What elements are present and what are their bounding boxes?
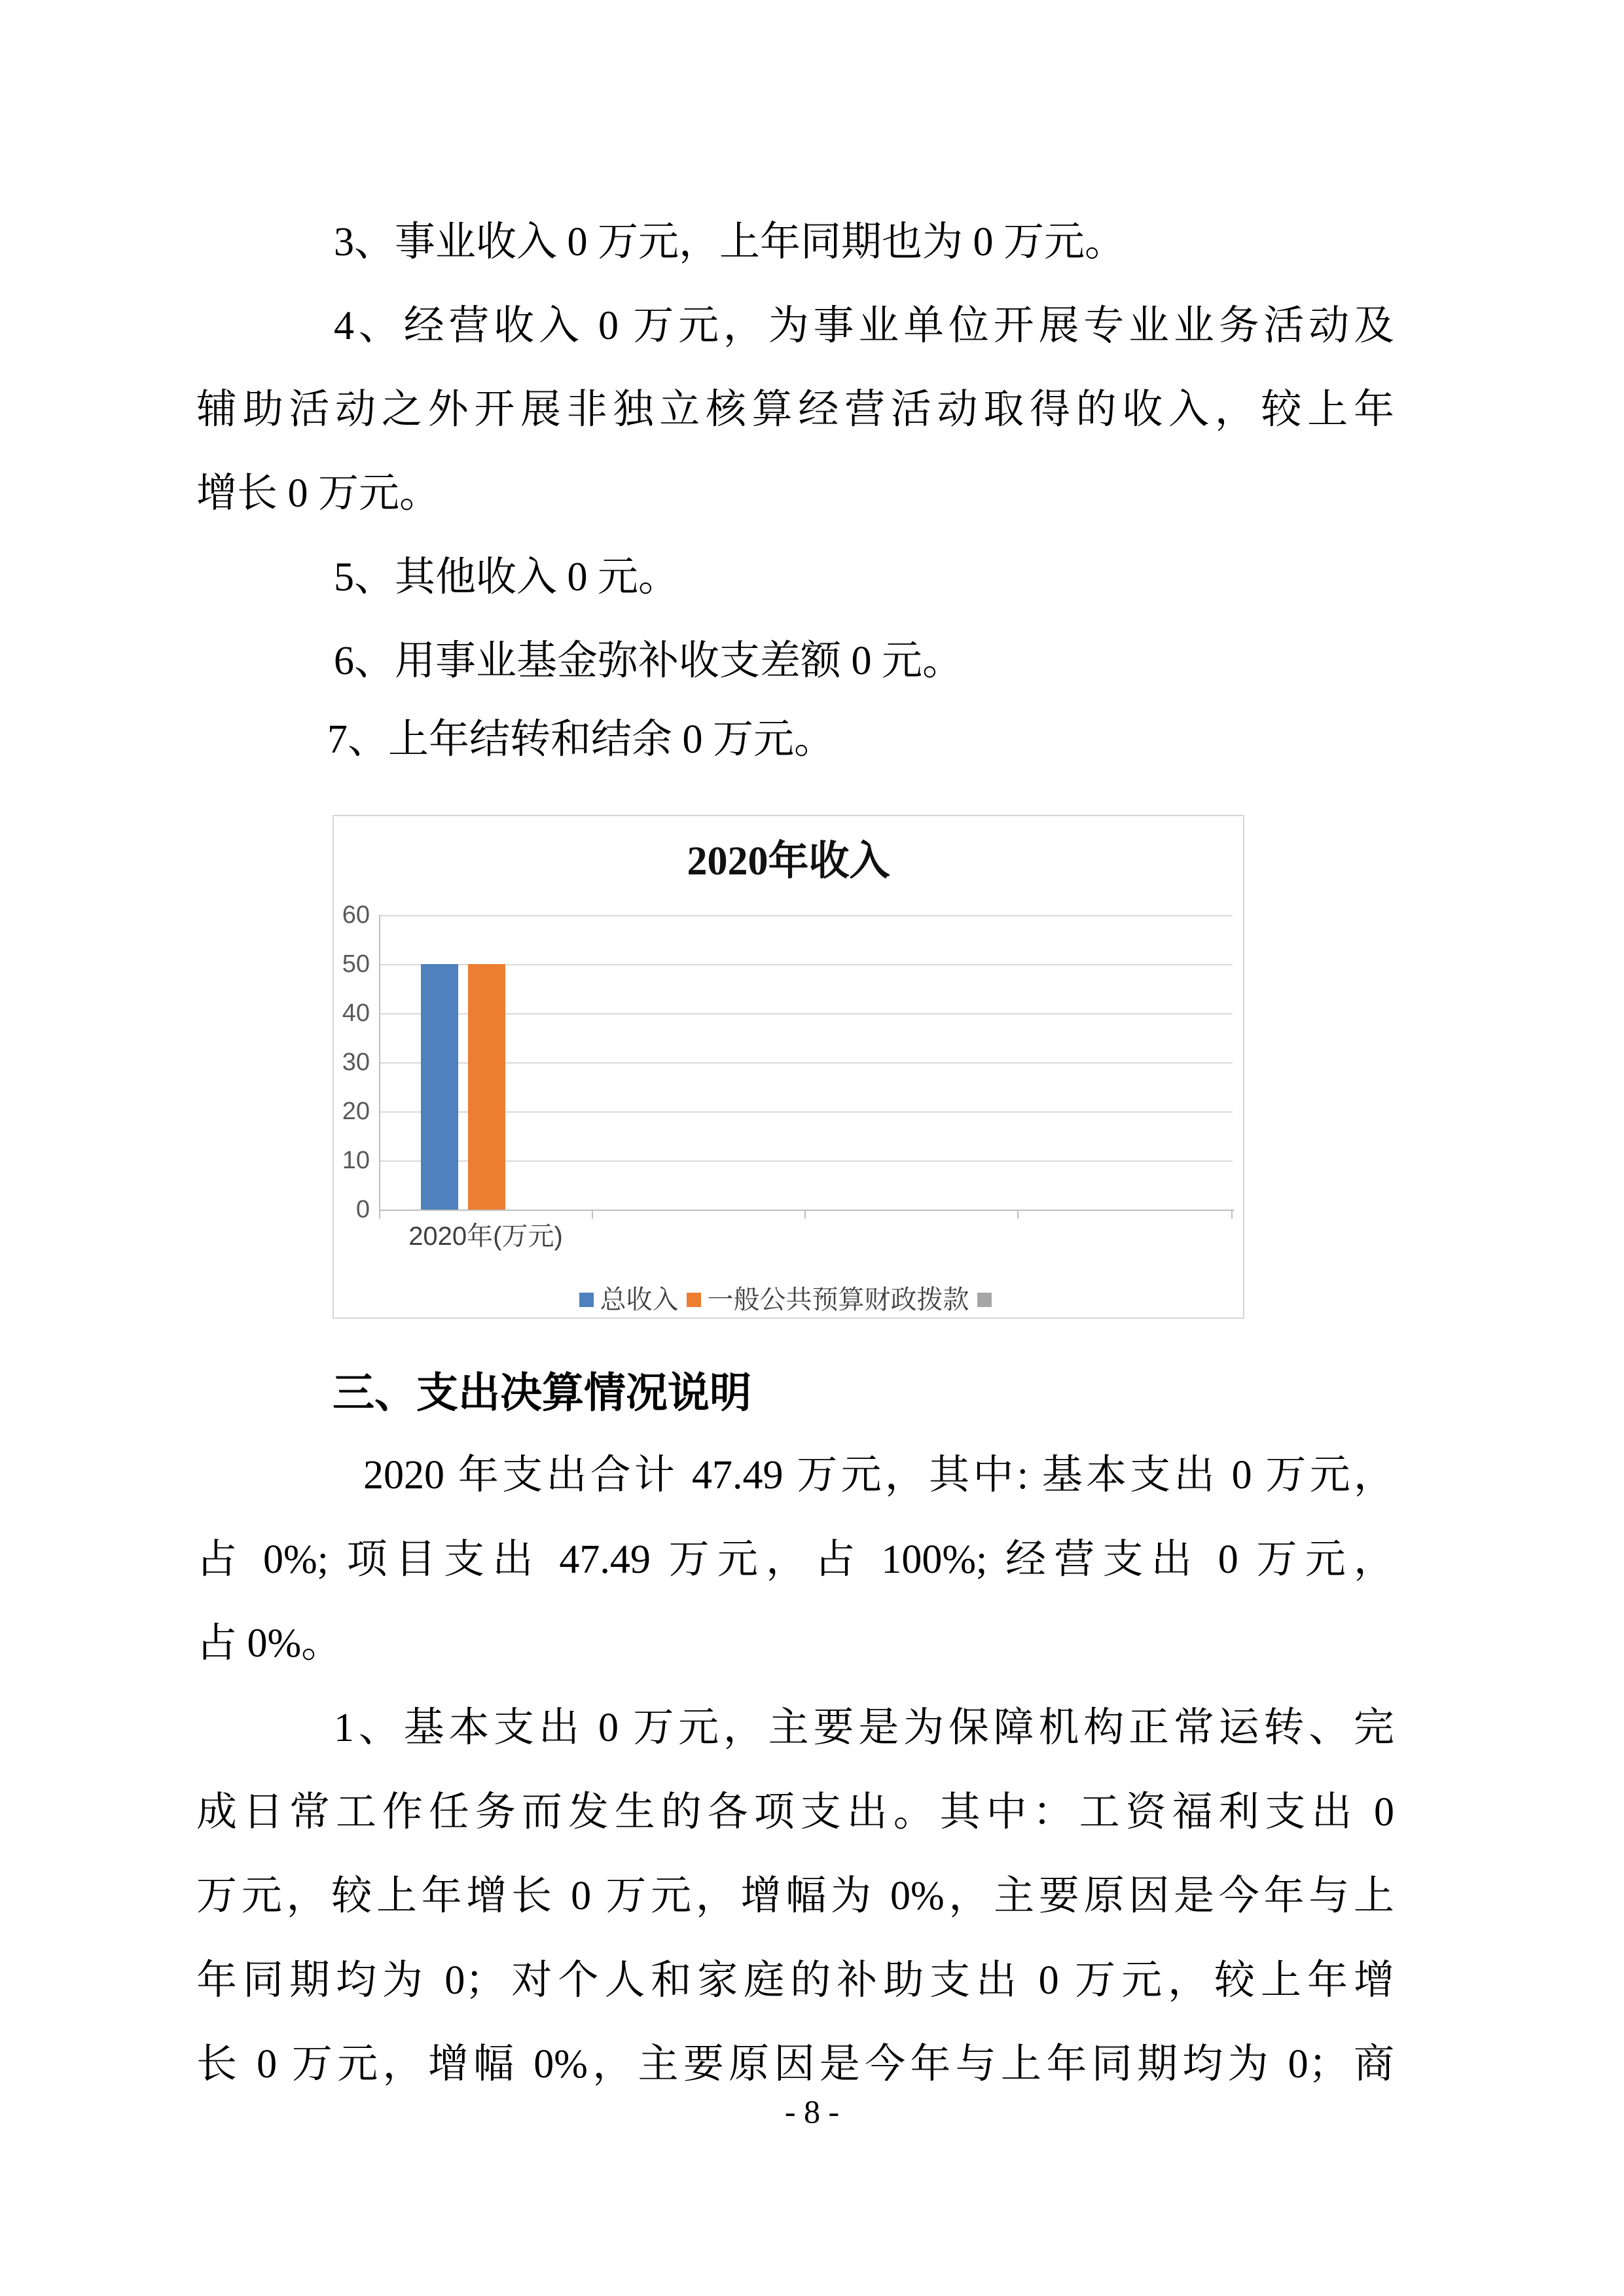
gridline xyxy=(379,964,1233,965)
paragraph-line: 成日常工作任务而发生的各项支出。其中：工资福利支出 0 xyxy=(196,1790,1394,1835)
y-axis-tick-label: 20 xyxy=(342,1098,370,1125)
paragraph-line: 增长 0 万元。 xyxy=(196,471,441,516)
x-axis-line xyxy=(379,1210,1234,1211)
page-number: - 8 - xyxy=(784,2093,840,2130)
legend-label: 总收入 xyxy=(600,1285,679,1314)
section-heading: 三、支出决算情况说明 xyxy=(333,1369,751,1416)
gridline xyxy=(379,915,1233,916)
gridline xyxy=(379,1111,1233,1113)
x-axis-tick xyxy=(1231,1210,1233,1219)
y-axis-tick-label: 40 xyxy=(342,999,370,1027)
paragraph-line: 6、用事业基金弥补收支差额 0 元。 xyxy=(334,639,964,683)
y-axis-tick-label: 30 xyxy=(342,1049,370,1076)
legend-item-total-income xyxy=(579,1285,679,1314)
x-axis-tick xyxy=(1017,1210,1019,1219)
legend-item-public-budget xyxy=(687,1285,969,1314)
paragraph-line: 1、基本支出 0 万元，主要是为保障机构正常运转、完 xyxy=(334,1706,1394,1750)
y-axis-tick-label: 50 xyxy=(342,950,370,978)
x-axis-category-label: 2020年(万元) xyxy=(408,1222,563,1251)
paragraph-line: 5、其他收入 0 元。 xyxy=(334,555,679,600)
x-axis-tick xyxy=(379,1210,380,1219)
bar-public-budget-allocation xyxy=(468,964,505,1210)
legend-item-empty xyxy=(977,1293,998,1307)
paragraph-line: 占 0%。 xyxy=(196,1621,342,1666)
gridline xyxy=(379,1013,1233,1014)
paragraph-line: 年同期均为 0；对个人和家庭的补助支出 0 万元，较上年增 xyxy=(196,1958,1394,2003)
legend-label: 一般公共预算财政拨款 xyxy=(707,1285,969,1314)
legend-swatch-icon xyxy=(687,1293,701,1307)
paragraph-line: 万元，较上年增长 0 万元，增幅为 0%，主要原因是今年与上 xyxy=(196,1874,1394,1918)
y-axis-tick-label: 60 xyxy=(342,901,370,929)
x-axis-tick xyxy=(804,1210,806,1219)
legend-swatch-icon xyxy=(977,1293,992,1307)
chart-title: 2020年收入 xyxy=(687,839,890,884)
legend-swatch-icon xyxy=(579,1293,594,1307)
paragraph-line: 4、经营收入 0 万元，为事业单位开展专业业务活动及 xyxy=(334,304,1394,348)
x-axis-tick xyxy=(592,1210,593,1219)
paragraph-line: 占 0%; 项目支出 47.49 万元，占 100%; 经营支出 0 万元， xyxy=(196,1537,1394,1582)
paragraph-line: 2020 年支出合计 47.49 万元，其中: 基本支出 0 万元， xyxy=(363,1453,1394,1498)
gridline xyxy=(379,1160,1233,1162)
y-axis-tick-label: 10 xyxy=(342,1147,370,1174)
paragraph-line: 长 0 万元，增幅 0%，主要原因是今年与上年同期均为 0；商 xyxy=(196,2042,1394,2087)
y-axis-line xyxy=(379,915,380,1210)
bar-total-income xyxy=(421,964,458,1210)
paragraph-line: 3、事业收入 0 万元，上年同期也为 0 万元。 xyxy=(334,220,1126,264)
y-axis-tick-label: 0 xyxy=(355,1196,370,1223)
paragraph-line: 7、上年结转和结余 0 万元。 xyxy=(327,717,835,762)
gridline xyxy=(379,1062,1233,1064)
income-bar-chart xyxy=(333,815,1244,1319)
paragraph-line: 辅助活动之外开展非独立核算经营活动取得的收入，较上年 xyxy=(196,387,1394,432)
chart-legend xyxy=(334,1285,1243,1314)
